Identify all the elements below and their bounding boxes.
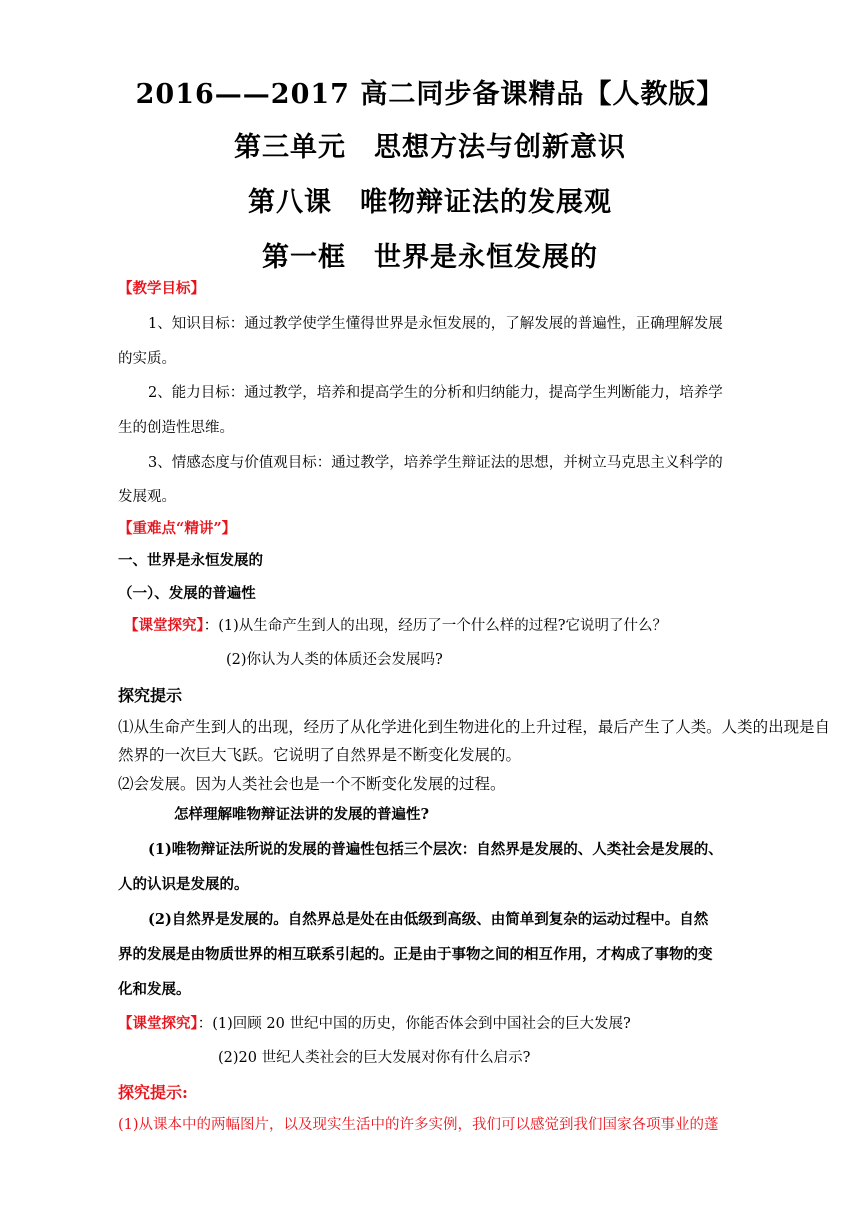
understanding-question: 怎样理解唯物辩证法讲的发展的普遍性? [174,806,429,823]
inquiry-text: ：(1)从生命产生到人的出现，经历了一个什么样的过程?它说明了什么？ [203,618,668,634]
inquiry-question: (2)你认为人类的体质还会发展吗? [226,652,443,668]
inquiry-label: 【课堂探究】 [118,1015,198,1032]
hint-line: ⑵会发展。因为人类社会也是一个不断变化发展的过程。 [118,775,506,793]
hint-heading: 探究提示 [118,686,183,705]
understanding-line: 人的认识是发展的。 [118,876,249,893]
lesson-title: 第八课 唯物辩证法的发展观 [248,187,612,218]
frame-title: 第一框 世界是永恒发展的 [262,242,598,273]
inquiry-question: (2)20 世纪人类社会的巨大发展对你有什么启示? [218,1050,531,1066]
inquiry-text: ：(1)回顾 20 世纪中国的历史，你能否体会到中国社会的巨大发展? [197,1016,631,1032]
inquiry-label: 【课堂探究】 [124,617,204,634]
hint-line: 然界的一次巨大飞跃。它说明了自然界是不断变化发展的。 [118,746,522,764]
section-heading: 一、世界是永恒发展的 [118,552,263,569]
objective-line: 生的创造性思维。 [118,420,234,436]
objective-line: 2、能力目标：通过教学，培养和提高学生的分析和归纳能力，提高学生判断能力，培养学 [148,385,723,401]
objective-line: 1、知识目标：通过教学使学生懂得世界是永恒发展的，了解发展的普遍性，正确理解发展 [148,316,723,332]
objective-line: 发展观。 [118,489,176,505]
understanding-line: (1)唯物辩证法所说的发展的普遍性包括三个层次：自然界是发展的、人类社会是发展的、 [148,841,723,858]
hint-line: (1)从课本中的两幅图片，以及现实生活中的许多实例，我们可以感觉到我们国家各项事业的蓬 [118,1117,719,1133]
inquiry-question [124,614,667,635]
objective-line: 的实质。 [118,351,176,367]
objective-line: 3、情感态度与价值观目标：通过教学，培养学生辩证法的思想，并树立马克思主义科学的 [148,455,723,471]
objectives-heading: 【教学目标】 [118,280,205,297]
subsection-heading: （一）、发展的普遍性 [118,585,256,602]
main-title: 2016——2017 高二同步备课精品【人教版】 [135,79,725,110]
hint-heading: 探究提示: [118,1083,188,1102]
inquiry-question [118,1012,631,1033]
key-points-heading: 【重难点“精讲”】 [118,520,237,537]
hint-line: ⑴从生命产生到人的出现，经历了从化学进化到生物进化的上升过程，最后产生了人类。人类的出现是自 [118,718,831,736]
unit-title: 第三单元 思想方法与创新意识 [234,132,626,163]
understanding-line: 界的发展是由物质世界的相互联系引起的。正是由于事物之间的相互作用，才构成了事物的变 [118,946,713,963]
understanding-line: 化和发展。 [118,981,191,998]
understanding-line: (2)自然界是发展的。自然界总是处在由低级到高级、由简单到复杂的运动过程中。自然 [148,911,709,928]
